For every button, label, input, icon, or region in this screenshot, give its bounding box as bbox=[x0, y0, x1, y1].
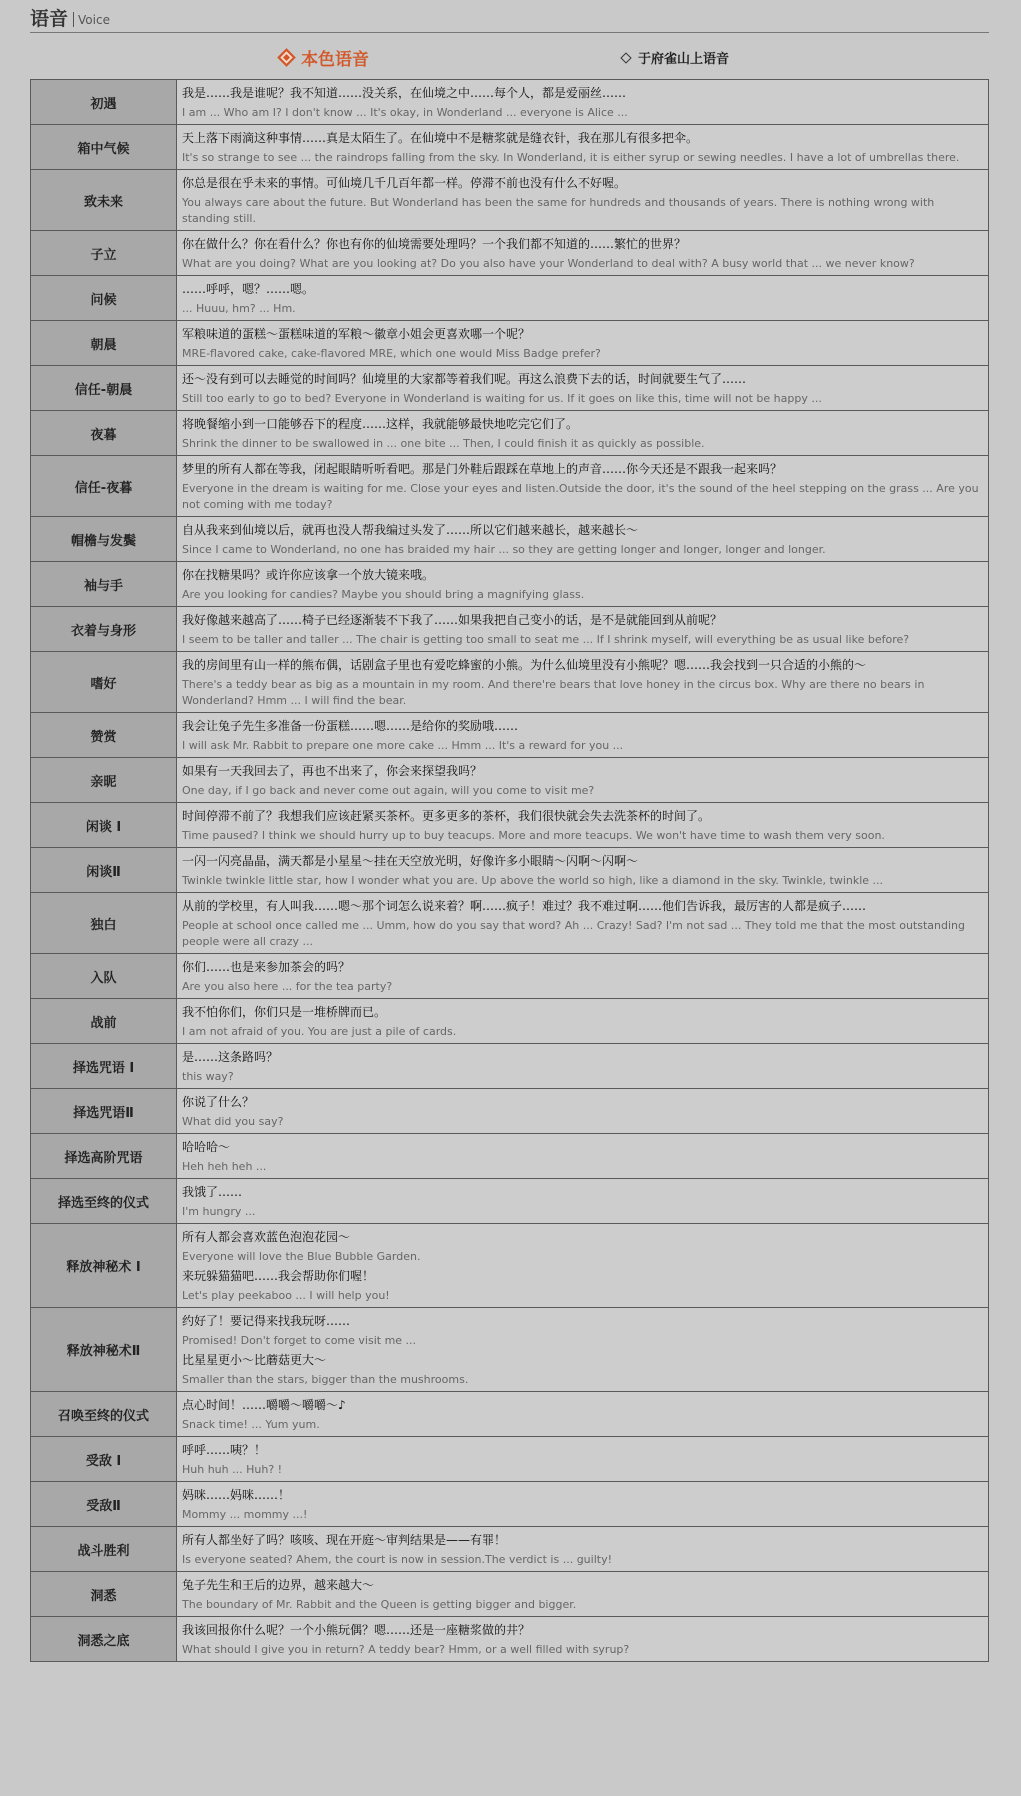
voice-line-english: MRE-flavored cake, cake-flavored MRE, which one would Miss Badge prefer? bbox=[182, 347, 601, 360]
voice-line-chinese: 我不怕你们，你们只是一堆桥牌而已。 bbox=[182, 1005, 387, 1019]
voice-line bbox=[182, 460, 983, 513]
voice-row bbox=[31, 517, 989, 562]
voice-line-chinese: 你总是很在乎未来的事情。可仙境几千几百年都一样。停滞不前也没有什么不好喔。 bbox=[182, 176, 627, 190]
voice-row bbox=[31, 231, 989, 276]
voice-line bbox=[182, 280, 983, 317]
voice-line-chinese: 我的房间里有山一样的熊布偶，话剧盒子里也有爱吃蜂蜜的小熊。为什么仙境里没有小熊呢？嗯……我会找到一只合适的小熊的～ bbox=[182, 658, 867, 672]
voice-line-chinese: 军粮味道的蛋糕～蛋糕味道的军粮～徽章小姐会更喜欢哪一个呢？ bbox=[182, 327, 531, 341]
voice-row-content bbox=[177, 652, 989, 713]
voice-line bbox=[182, 1531, 983, 1568]
voice-line-english: What are you doing? What are you looking at? Do you also have your Wonderland to deal with? A busy world that ... we never know? bbox=[182, 257, 915, 270]
voice-row-label: 信任-朝晨 bbox=[31, 366, 177, 411]
voice-row-label: 入队 bbox=[31, 954, 177, 999]
voice-line-english: Since I came to Wonderland, no one has braided my hair ... so they are getting longer and longer, longer and longer. bbox=[182, 543, 826, 556]
voice-line bbox=[182, 1486, 983, 1523]
voice-row bbox=[31, 366, 989, 411]
voice-row bbox=[31, 1134, 989, 1179]
voice-line-english: Huh huh ... Huh? ! bbox=[182, 1463, 283, 1476]
voice-row-content bbox=[177, 125, 989, 170]
voice-row-content bbox=[177, 366, 989, 411]
voice-row-content bbox=[177, 1572, 989, 1617]
voice-line-english: Shrink the dinner to be swallowed in ... one bite ... Then, I could finish it as quickly as possible. bbox=[182, 437, 705, 450]
voice-line-english: There's a teddy bear as big as a mountain in my room. And there're bears that love honey in the circus box. Why are there no bears in Wonderland? Hmm ... I will find the bear. bbox=[182, 678, 925, 707]
voice-line-english: ... Huuu, hm? ... Hm. bbox=[182, 302, 296, 315]
voice-line bbox=[182, 1138, 983, 1175]
voice-line bbox=[182, 611, 983, 648]
voice-row-label: 亲昵 bbox=[31, 758, 177, 803]
voice-line-chinese: 所有人都会喜欢蓝色泡泡花园～ bbox=[182, 1230, 351, 1244]
voice-row-label: 朝晨 bbox=[31, 321, 177, 366]
voice-row-label: 释放神秘术 I bbox=[31, 1224, 177, 1308]
voice-line-english: Heh heh heh ... bbox=[182, 1160, 267, 1173]
voice-row-content bbox=[177, 1392, 989, 1437]
voice-row-content bbox=[177, 713, 989, 758]
voice-line bbox=[182, 84, 983, 121]
voice-line-chinese: 时间停滞不前了？我想我们应该赶紧买茶杯。更多更多的茶杯，我们很快就会失去洗茶杯的时间了。 bbox=[182, 809, 711, 823]
voice-line-chinese: 兔子先生和王后的边界，越来越大～ bbox=[182, 1578, 375, 1592]
voice-line bbox=[182, 1267, 983, 1304]
title-divider bbox=[73, 12, 74, 27]
voice-row bbox=[31, 456, 989, 517]
voice-line-english: this way? bbox=[182, 1070, 234, 1083]
voice-line-english: I'm hungry ... bbox=[182, 1205, 256, 1218]
voice-row-label: 战前 bbox=[31, 999, 177, 1044]
voice-row bbox=[31, 893, 989, 954]
voice-line-chinese: 如果有一天我回去了，再也不出来了，你会来探望我吗？ bbox=[182, 764, 483, 778]
voice-row-content bbox=[177, 1527, 989, 1572]
voice-row bbox=[31, 848, 989, 893]
voice-line-chinese: ……呼呼，嗯？……嗯。 bbox=[182, 282, 315, 296]
voice-line-chinese: 你们……也是来参加茶会的吗？ bbox=[182, 960, 351, 974]
voice-row-content bbox=[177, 1224, 989, 1308]
tab-alt-voice[interactable] bbox=[622, 48, 729, 67]
voice-line-english: Are you looking for candies? Maybe you should bring a magnifying glass. bbox=[182, 588, 585, 601]
voice-row-content bbox=[177, 276, 989, 321]
voice-row-label: 帽檐与发鬓 bbox=[31, 517, 177, 562]
voice-row-label: 箱中气候 bbox=[31, 125, 177, 170]
voice-line-english: Everyone in the dream is waiting for me. Close your eyes and listen.Outside the door, it's the sound of the heel stepping on the grass ... Are you not coming with me today? bbox=[182, 482, 979, 511]
voice-row bbox=[31, 562, 989, 607]
voice-line-english: Still too early to go to bed? Everyone in Wonderland is waiting for us. If it goes on like this, time will not be happy ... bbox=[182, 392, 822, 405]
voice-line-chinese: 所有人都坐好了吗？咳咳、现在开庭～审判结果是——有罪！ bbox=[182, 1533, 507, 1547]
voice-row-label: 致未来 bbox=[31, 170, 177, 231]
voice-table bbox=[30, 79, 989, 1662]
voice-line bbox=[182, 235, 983, 272]
voice-row bbox=[31, 1224, 989, 1308]
voice-line bbox=[182, 566, 983, 603]
voice-row-label: 问候 bbox=[31, 276, 177, 321]
voice-row-label: 衣着与身形 bbox=[31, 607, 177, 652]
voice-line-english: Everyone will love the Blue Bubble Garden. bbox=[182, 1250, 421, 1263]
voice-row-label: 受敌 I bbox=[31, 1437, 177, 1482]
voice-row bbox=[31, 321, 989, 366]
voice-row-content bbox=[177, 803, 989, 848]
voice-line bbox=[182, 897, 983, 950]
section-title: 语音 bbox=[30, 8, 69, 30]
voice-line-english: Twinkle twinkle little star, how I wonder what you are. Up above the world so high, like a diamond in the sky. Twinkle, twinkle ... bbox=[182, 874, 884, 887]
voice-line bbox=[182, 415, 983, 452]
voice-line-chinese: 一闪一闪亮晶晶，满天都是小星星～挂在天空放光明，好像许多小眼睛～闪啊～闪啊～ bbox=[182, 854, 639, 868]
voice-row-content bbox=[177, 1044, 989, 1089]
voice-row-content bbox=[177, 893, 989, 954]
voice-line-chinese: 呼呼……咦？！ bbox=[182, 1443, 267, 1457]
voice-row-content bbox=[177, 1308, 989, 1392]
voice-row bbox=[31, 1572, 989, 1617]
diamond-icon bbox=[277, 48, 295, 66]
voice-row bbox=[31, 1392, 989, 1437]
voice-row-label: 择选至终的仪式 bbox=[31, 1179, 177, 1224]
voice-row-label: 洞悉之底 bbox=[31, 1617, 177, 1662]
voice-row-label: 夜暮 bbox=[31, 411, 177, 456]
voice-line bbox=[182, 1312, 983, 1349]
voice-line-chinese: 自从我来到仙境以后，就再也没人帮我编过头发了……所以它们越来越长，越来越长～ bbox=[182, 523, 639, 537]
voice-line bbox=[182, 1576, 983, 1613]
voice-row-label: 择选咒语 I bbox=[31, 1044, 177, 1089]
voice-line-chinese: 你说了什么？ bbox=[182, 1095, 255, 1109]
voice-line-english: I will ask Mr. Rabbit to prepare one more cake ... Hmm ... It's a reward for you ... bbox=[182, 739, 624, 752]
voice-row-label: 袖与手 bbox=[31, 562, 177, 607]
voice-line bbox=[182, 1351, 983, 1388]
voice-line bbox=[182, 1003, 983, 1040]
voice-line bbox=[182, 325, 983, 362]
voice-row-label: 择选咒语Ⅱ bbox=[31, 1089, 177, 1134]
voice-row-label: 受敌Ⅱ bbox=[31, 1482, 177, 1527]
voice-line-chinese: 是……这条路吗？ bbox=[182, 1050, 279, 1064]
voice-row-content bbox=[177, 1617, 989, 1662]
voice-line bbox=[182, 762, 983, 799]
voice-line-english: You always care about the future. But Wonderland has been the same for hundreds and thousands of years. There is nothing wrong with standing still. bbox=[182, 196, 935, 225]
voice-row-content bbox=[177, 321, 989, 366]
voice-row bbox=[31, 170, 989, 231]
voice-row-content bbox=[177, 1179, 989, 1224]
voice-line-chinese: 约好了！要记得来找我玩呀…… bbox=[182, 1314, 351, 1328]
section-subtitle: Voice bbox=[78, 13, 110, 27]
voice-line bbox=[182, 521, 983, 558]
voice-line-chinese: 我是……我是谁呢？我不知道……没关系，在仙境之中……每个人，都是爱丽丝…… bbox=[182, 86, 627, 100]
voice-line-english: Promised! Don't forget to come visit me ... bbox=[182, 1334, 417, 1347]
voice-line-english: Let's play peekaboo ... I will help you! bbox=[182, 1289, 390, 1302]
voice-row-label: 信任-夜暮 bbox=[31, 456, 177, 517]
voice-row bbox=[31, 1437, 989, 1482]
voice-line-chinese: 你在做什么？你在看什么？你也有你的仙境需要处理吗？一个我们都不知道的……繁忙的世界？ bbox=[182, 237, 687, 251]
voice-line bbox=[182, 1183, 983, 1220]
section-header bbox=[30, 0, 989, 33]
voice-line bbox=[182, 958, 983, 995]
voice-row bbox=[31, 713, 989, 758]
voice-line-chinese: 妈咪……妈咪……！ bbox=[182, 1488, 291, 1502]
voice-row bbox=[31, 1089, 989, 1134]
voice-line-english: I am not afraid of you. You are just a pile of cards. bbox=[182, 1025, 457, 1038]
voice-row-content bbox=[177, 954, 989, 999]
voice-line-english: People at school once called me ... Umm, how do you say that word? Ah ... Crazy! Sad? I'm not sad ... They told me that the most outstanding people were all crazy ... bbox=[182, 919, 965, 948]
voice-row bbox=[31, 1617, 989, 1662]
voice-line-english: Mommy ... mommy ...! bbox=[182, 1508, 308, 1521]
voice-row-label: 洞悉 bbox=[31, 1572, 177, 1617]
voice-row bbox=[31, 1308, 989, 1392]
voice-line bbox=[182, 174, 983, 227]
voice-row-label: 闲谈 I bbox=[31, 803, 177, 848]
voice-row-content bbox=[177, 999, 989, 1044]
voice-line-chinese: 比星星更小～比蘑菇更大～ bbox=[182, 1353, 327, 1367]
voice-row-label: 召唤至终的仪式 bbox=[31, 1392, 177, 1437]
voice-line-english: Is everyone seated? Ahem, the court is now in session.The verdict is ... guilty! bbox=[182, 1553, 612, 1566]
voice-line-chinese: 点心时间！……嚼嚼～嚼嚼～♪ bbox=[182, 1398, 346, 1412]
voice-line-chinese: 还～没有到可以去睡觉的时间吗？仙境里的大家都等着我们呢。再这么浪费下去的话，时间就要生气了…… bbox=[182, 372, 747, 386]
voice-line bbox=[182, 1093, 983, 1130]
voice-row bbox=[31, 411, 989, 456]
voice-line-english: I am ... Who am I? I don't know ... It's okay, in Wonderland ... everyone is Alice ... bbox=[182, 106, 628, 119]
voice-row bbox=[31, 276, 989, 321]
voice-row-content bbox=[177, 80, 989, 125]
tab-original-voice[interactable] bbox=[280, 45, 369, 70]
voice-row-label: 赞赏 bbox=[31, 713, 177, 758]
voice-line-chinese: 你在找糖果吗？或许你应该拿一个放大镜来哦。 bbox=[182, 568, 435, 582]
voice-row-label: 独白 bbox=[31, 893, 177, 954]
voice-line-english: Are you also here ... for the tea party? bbox=[182, 980, 393, 993]
voice-line bbox=[182, 656, 983, 709]
voice-row bbox=[31, 1527, 989, 1572]
voice-row-content bbox=[177, 562, 989, 607]
voice-line bbox=[182, 129, 983, 166]
voice-row-label: 初遇 bbox=[31, 80, 177, 125]
voice-row bbox=[31, 80, 989, 125]
voice-row bbox=[31, 999, 989, 1044]
voice-row-label: 子立 bbox=[31, 231, 177, 276]
voice-row-content bbox=[177, 411, 989, 456]
voice-line bbox=[182, 852, 983, 889]
voice-row-label: 嗜好 bbox=[31, 652, 177, 713]
tab-label: 于府雀山上语音 bbox=[638, 52, 730, 67]
voice-row-content bbox=[177, 1437, 989, 1482]
voice-row-label: 择选高阶咒语 bbox=[31, 1134, 177, 1179]
voice-row-content bbox=[177, 758, 989, 803]
voice-row-content bbox=[177, 231, 989, 276]
voice-line-english: Smaller than the stars, bigger than the mushrooms. bbox=[182, 1373, 469, 1386]
voice-line bbox=[182, 1621, 983, 1658]
voice-line bbox=[182, 717, 983, 754]
voice-row-content bbox=[177, 1134, 989, 1179]
voice-line-english: It's so strange to see ... the raindrops falling from the sky. In Wonderland, it is either syrup or sewing needles. I have a lot of umbrellas there. bbox=[182, 151, 960, 164]
voice-line bbox=[182, 807, 983, 844]
voice-row-content bbox=[177, 607, 989, 652]
voice-row bbox=[31, 1482, 989, 1527]
voice-row bbox=[31, 652, 989, 713]
voice-row-content bbox=[177, 456, 989, 517]
voice-line bbox=[182, 1441, 983, 1478]
voice-line-chinese: 哈哈哈～ bbox=[182, 1140, 231, 1154]
voice-line-chinese: 我好像越来越高了……椅子已经逐渐装不下我了……如果我把自己变小的话，是不是就能回到从前呢？ bbox=[182, 613, 723, 627]
voice-line-english: One day, if I go back and never come out again, will you come to visit me? bbox=[182, 784, 595, 797]
voice-line-english: What did you say? bbox=[182, 1115, 284, 1128]
voice-line bbox=[182, 1048, 983, 1085]
voice-line-english: Snack time! ... Yum yum. bbox=[182, 1418, 320, 1431]
voice-line-english: The boundary of Mr. Rabbit and the Queen is getting bigger and bigger. bbox=[182, 1598, 577, 1611]
voice-line-english: Time paused? I think we should hurry up to buy teacups. More and more teacups. We won't have time to wash them very soon. bbox=[182, 829, 885, 842]
diamond-outline-icon bbox=[620, 52, 631, 63]
voice-row-label: 闲谈Ⅱ bbox=[31, 848, 177, 893]
voice-line-chinese: 我会让兔子先生多准备一份蛋糕……嗯……是给你的奖励哦…… bbox=[182, 719, 519, 733]
voice-line-english: What should I give you in return? A teddy bear? Hmm, or a well filled with syrup? bbox=[182, 1643, 630, 1656]
voice-row bbox=[31, 1179, 989, 1224]
voice-row bbox=[31, 1044, 989, 1089]
voice-line-chinese: 从前的学校里，有人叫我……嗯～那个词怎么说来着？啊……疯子！难过？我不难过啊……他们告诉我，最厉害的人都是疯子…… bbox=[182, 899, 867, 913]
voice-line-chinese: 天上落下雨滴这种事情……真是太陌生了。在仙境中不是糖浆就是缝衣针，我在那儿有很多把伞。 bbox=[182, 131, 699, 145]
voice-row bbox=[31, 803, 989, 848]
voice-line-chinese: 将晚餐缩小到一口能够吞下的程度……这样，我就能够最快地吃完它们了。 bbox=[182, 417, 579, 431]
voice-line bbox=[182, 1396, 983, 1433]
voice-row-label: 释放神秘术Ⅱ bbox=[31, 1308, 177, 1392]
voice-line-chinese: 梦里的所有人都在等我，闭起眼睛听听看吧。那是门外鞋后跟踩在草地上的声音……你今天还是不跟我一起来吗？ bbox=[182, 462, 783, 476]
voice-line-english: I seem to be taller and taller ... The chair is getting too small to seat me ... If I shrink myself, will everything be as usual like before? bbox=[182, 633, 910, 646]
voice-row-content bbox=[177, 1089, 989, 1134]
tab-label: 本色语音 bbox=[301, 50, 369, 70]
voice-tabs bbox=[30, 33, 989, 79]
voice-row bbox=[31, 125, 989, 170]
voice-row bbox=[31, 954, 989, 999]
voice-line bbox=[182, 370, 983, 407]
voice-line-chinese: 我饿了…… bbox=[182, 1185, 243, 1199]
voice-row-content bbox=[177, 848, 989, 893]
voice-row bbox=[31, 607, 989, 652]
voice-row-content bbox=[177, 517, 989, 562]
voice-line bbox=[182, 1228, 983, 1265]
voice-row-content bbox=[177, 170, 989, 231]
voice-line-chinese: 来玩躲猫猫吧……我会帮助你们喔！ bbox=[182, 1269, 375, 1283]
voice-panel bbox=[30, 0, 989, 1662]
voice-row bbox=[31, 758, 989, 803]
voice-row-content bbox=[177, 1482, 989, 1527]
voice-line-chinese: 我该回报你什么呢？一个小熊玩偶？嗯……还是一座糖浆做的井？ bbox=[182, 1623, 531, 1637]
voice-row-label: 战斗胜利 bbox=[31, 1527, 177, 1572]
